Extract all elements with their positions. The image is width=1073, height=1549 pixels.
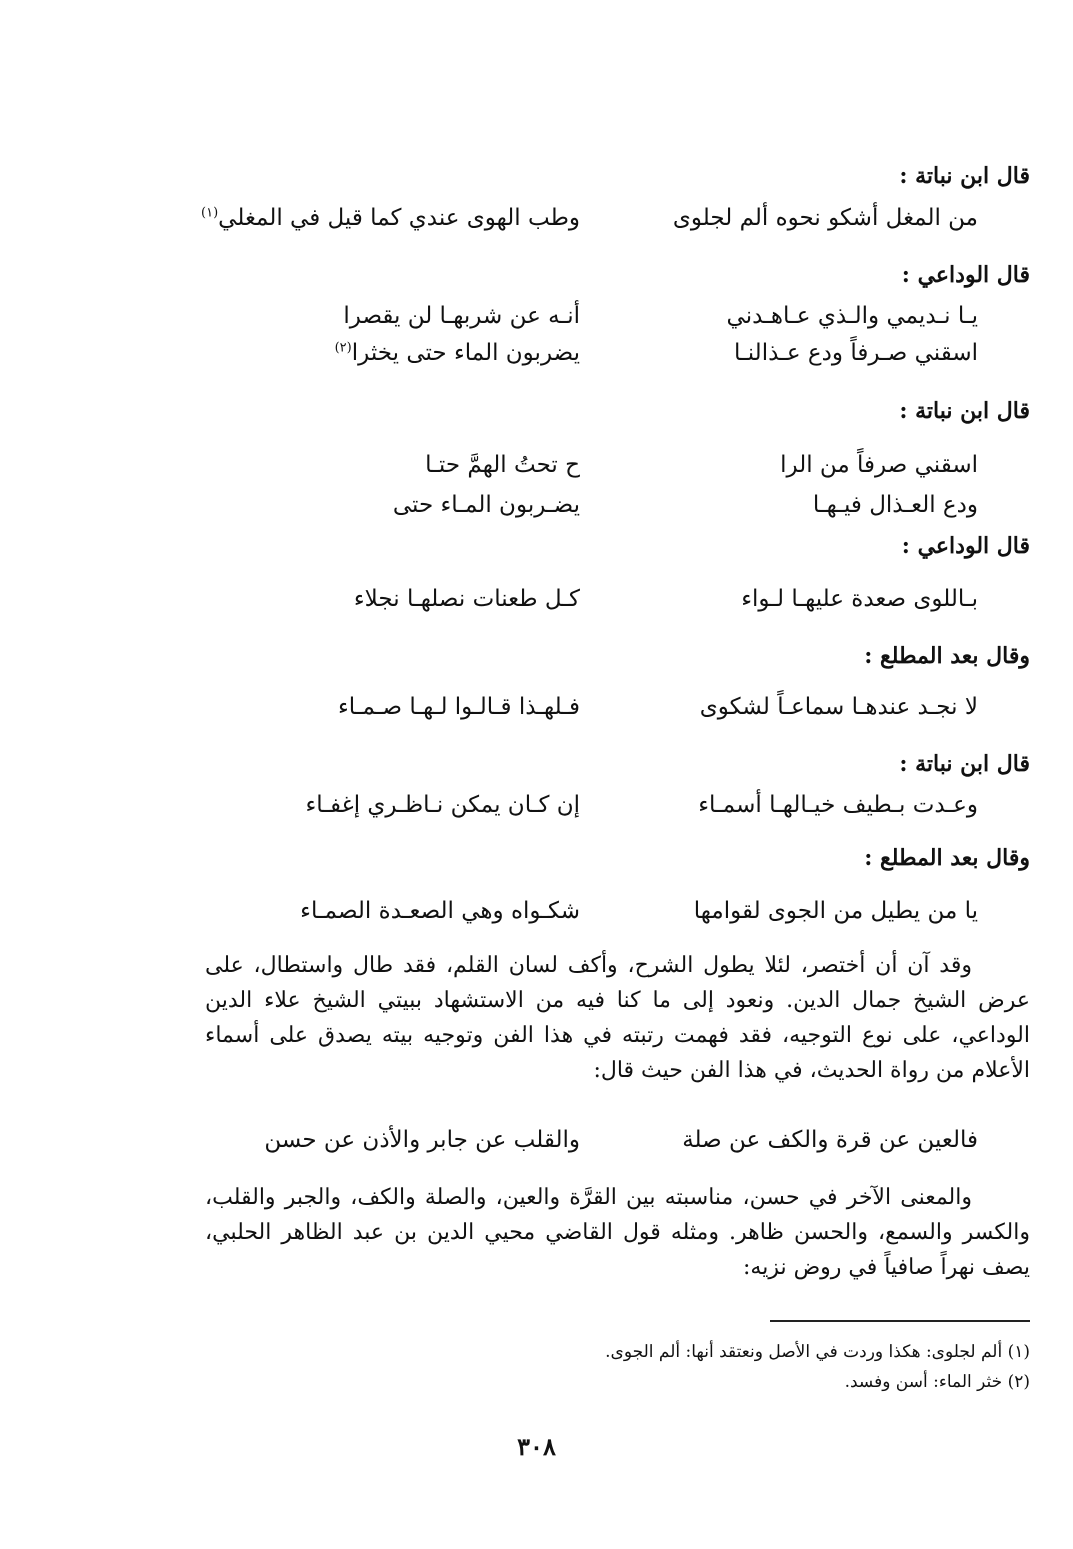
verse-first-hemistich: ودع العـذال فيـهـا (812, 492, 978, 518)
verse-second-hemistich (335, 340, 580, 366)
section-heading: قال الوداعي : (901, 262, 1030, 288)
verse-second-hemistich (201, 205, 580, 231)
body-paragraph (205, 1180, 1030, 1285)
section-heading: وقال بعد المطلع : (864, 643, 1030, 669)
verse-first-hemistich: اسقني صرفاً من الرا (780, 452, 978, 478)
verse-second-hemistich: يضـربون المـاء حتى (392, 492, 580, 518)
verse-first-hemistich: بـاللوى صعدة عليهـا لـواء (741, 586, 978, 612)
verse-second-hemistich: أنـه عن شربهـا لن يقصرا (343, 303, 580, 329)
verse-first-hemistich: فالعين عن قرة والكف عن صلة (682, 1127, 978, 1153)
section-heading: قال ابن نباتة : (899, 398, 1030, 424)
verse-second-hemistich: كـل طعنات نصلهـا نجلاء (353, 586, 580, 612)
verse-second-hemistich: إن كـان يمكن نـاظـري إغفـاء (305, 792, 580, 818)
footnote: (٢) خثر الماء: أسن وفسد. (844, 1372, 1030, 1392)
verse-second-hemistich-text: وطب الهوى عندي كما قيل في المغلي (218, 205, 580, 231)
footnote-marker: (١) (201, 205, 219, 221)
footnote-divider (770, 1320, 1030, 1322)
verse-first-hemistich: يـا نـديمي والـذي عـاهـدني (726, 303, 978, 329)
verse-second-hemistich: فـلهـذا قـالـوا لـهـا صـمـاء (337, 694, 580, 720)
body-paragraph (205, 948, 1030, 1088)
verse-second-hemistich: ح تحتُ الهمَّ حتـا (425, 452, 580, 478)
paragraph-text: والمعنى الآخر في حسن، مناسبته بين القرَّة والعين، والصلة والكف، والجبر والقلب، والكسر والسمع، والحسن ظاهر. ومثله قول القاضي محيي الدين بن عبد الظاهر الحلبي، يصف نهراً صافياً في روض نزيه: (205, 1185, 1030, 1280)
footnote: (١) ألم لجلوى: هكذا وردت في الأصل ونعتقد أنها: ألم الجوى. (605, 1342, 1030, 1362)
verse-second-hemistich: والقلب عن جابر والأذن عن حسن (264, 1127, 580, 1153)
verse-first-hemistich: يا من يطيل من الجوى لقوامها (693, 898, 978, 924)
verse-first-hemistich: وعـدت بـطيف خيـالهـا أسمـاء (698, 792, 978, 818)
page-number: ٣٠٨ (517, 1432, 556, 1461)
paragraph-text: وقد آن أن أختصر، لئلا يطول الشرح، وأكف لسان القلم، فقد طال واستطال، على عرض الشيخ جمال الدين. ونعود إلى ما كنا فيه من الاستشهاد ببيتي الشيخ علاء الدين الوداعي، على نوع التوجيه، فقد فهمت رتبته في هذا الفن وتوجيه بيته يصدق على أسماء الأعلام من رواة الحديث، في هذا الفن حيث قال: (205, 953, 1030, 1083)
section-heading: وقال بعد المطلع : (864, 845, 1030, 871)
verse-first-hemistich: من المغل أشكو نحوه ألم لجلوى (672, 205, 978, 231)
verse-second-hemistich-text: يضربون الماء حتى يخثرا (351, 340, 580, 366)
section-heading: قال ابن نباتة : (899, 163, 1030, 189)
section-heading: قال الوداعي : (901, 533, 1030, 559)
verse-first-hemistich: اسقني صـرفاً ودع عـذالنـا (734, 340, 978, 366)
verse-second-hemistich: شكـواه وهي الصعـدة الصمـاء (300, 898, 580, 924)
footnote-marker: (٢) (334, 340, 352, 356)
verse-first-hemistich: لا نجـد عندهـا سماعـاً لشكوى (699, 694, 978, 720)
section-heading: قال ابن نباتة : (899, 751, 1030, 777)
